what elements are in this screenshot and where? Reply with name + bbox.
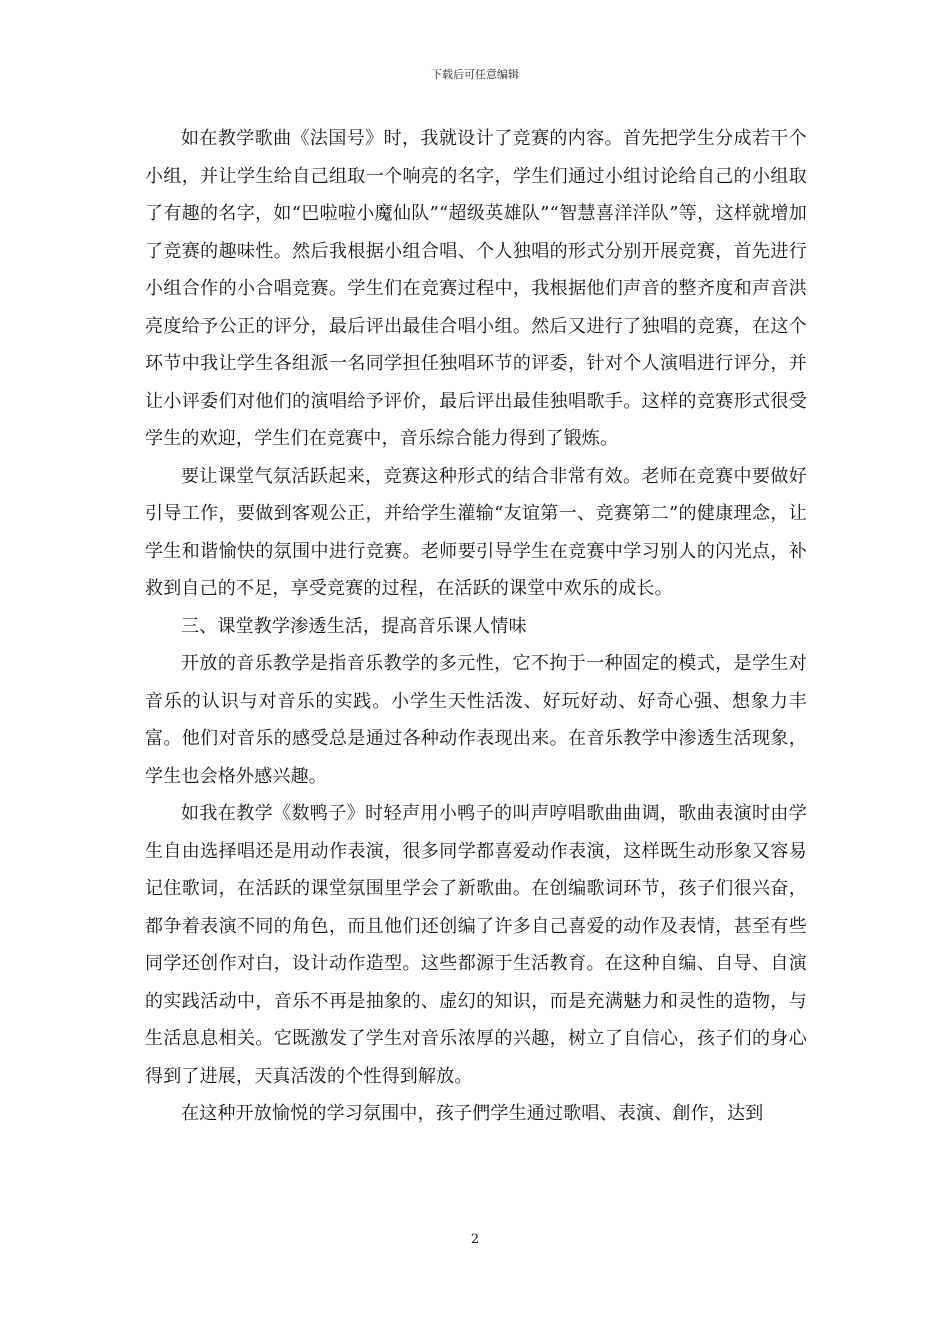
paragraph: 要让课堂气氛活跃起来，竞赛这种形式的结合非常有效。老师在竞赛中要做好引导工作，要做到客观公正，并给学生灌输“友谊第一、竞赛第二”的健康理念，让学生和谐愉快的氛围中进行竞赛。老师要引导学生在竞赛中学习别人的闪光点，补救到自己的不足，享受竞赛的过程，在活跃的课堂中欢乐的成长。 bbox=[145, 465, 807, 599]
paragraph: 开放的音乐教学是指音乐教学的多元性，它不拘于一种固定的模式，是学生对音乐的认识与对音乐的实践。小学生天性活泼、好玩好动、好奇心强、想象力丰富。他们对音乐的感受总是通过各种动作表现出来。在音乐教学中渗透生活现象，学生也会格外感兴趣。 bbox=[145, 653, 807, 787]
body-text bbox=[145, 120, 807, 1133]
page-header: 下载后可任意编辑 bbox=[431, 68, 519, 81]
paragraph: 如在教学歌曲《法国号》时，我就设计了竞赛的内容。首先把学生分成若干个小组，并让学生给自己组取一个响亮的名字，学生们通过小组讨论给自己的小组取了有趣的名字，如“巴啦啦小魔仙队”“超级英雄队”“智慧喜洋洋队”等，这样就增加了竞赛的趣味性。然后我根据小组合唱、个人独唱的形式分别开展竞赛，首先进行小组合作的小合唱竞赛。学生们在竞赛过程中，我根据他们声音的整齐度和声音洪亮度给予公正的评分，最后评出最佳合唱小组。然后又进行了独唱的竞赛，在这个环节中我让学生各组派一名同学担任独唱环节的评委，针对个人演唱进行评分，并让小评委们对他们的演唱给予评价，最后评出最佳独唱歌手。这样的竞赛形式很受学生的欢迎，学生们在竞赛中，音乐综合能力得到了锻炼。 bbox=[145, 128, 807, 449]
paragraph: 如我在教学《数鸭子》时轻声用小鸭子的叫声哼唱歌曲曲调，歌曲表演时由学生自由选择唱还是用动作表演，很多同学都喜爱动作表演，这样既生动形象又容易记住歌词，在活跃的课堂氛围里学会了新歌曲。在创编歌词环节，孩子们很兴奋，都争着表演不同的角色，而且他们还创编了许多自己喜爱的动作及表情，甚至有些同学还创作对白，设计动作造型。这些都源于生活教育。在这种自编、自导、自演的实践活动中，音乐不再是抽象的、虚幻的知识，而是充满魅力和灵性的造物，与生活息息相关。它既激发了学生对音乐浓厚的兴趣，树立了自信心，孩子们的身心得到了进展，天真活泼的个性得到解放。 bbox=[145, 803, 807, 1087]
page-number: 2 bbox=[470, 1232, 480, 1247]
paragraph: 在这种开放愉悦的学习氛围中，孩子們学生通过歌唱、表演、創作，达到 bbox=[181, 1103, 764, 1124]
section-heading: 三、课堂教学渗透生活，提高音乐课人情味 bbox=[181, 615, 527, 637]
